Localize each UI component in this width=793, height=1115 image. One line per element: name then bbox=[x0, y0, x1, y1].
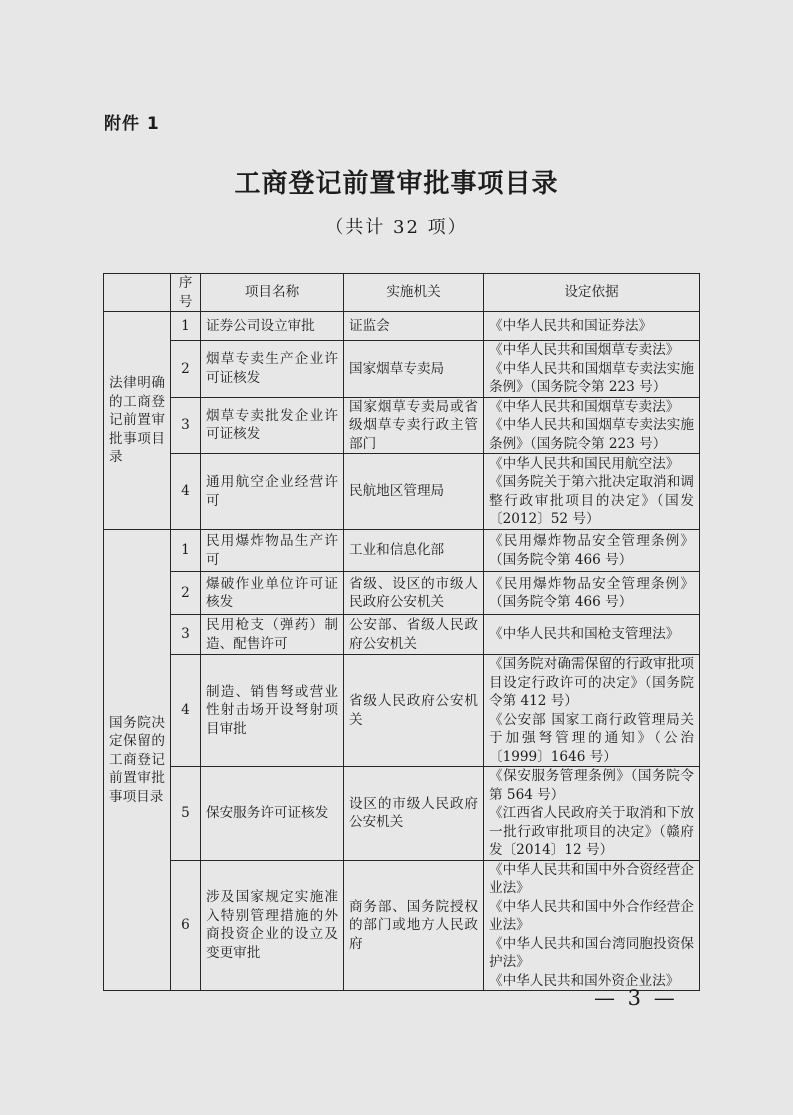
item-name: 民用枪支（弹药）制造、配售许可 bbox=[201, 615, 344, 655]
legal-basis bbox=[484, 655, 700, 767]
basis-reference: 《中华人民共和国烟草专卖法实施条例》（国务院令第 223 号） bbox=[489, 417, 694, 452]
table-row bbox=[104, 572, 700, 615]
implementing-agency: 工业和信息化部 bbox=[344, 530, 484, 572]
item-name: 制造、销售弩或营业性射击场开设弩射项目审批 bbox=[201, 655, 344, 767]
attachment-label: 附件 1 bbox=[104, 114, 160, 134]
item-name: 民用爆炸物品生产许可 bbox=[201, 530, 344, 572]
basis-reference: 《中华人民共和国烟草专卖法》 bbox=[489, 398, 680, 415]
basis-reference: 《中华人民共和国证券法》 bbox=[489, 317, 653, 334]
basis-reference: 《民用爆炸物品安全管理条例》（国务院令第 466 号） bbox=[489, 575, 694, 610]
item-name: 保安服务许可证核发 bbox=[201, 767, 344, 861]
legal-basis bbox=[484, 572, 700, 615]
row-number: 6 bbox=[171, 860, 201, 991]
legal-basis bbox=[484, 767, 700, 861]
row-number: 3 bbox=[171, 397, 201, 454]
row-number: 1 bbox=[171, 530, 201, 572]
row-number: 2 bbox=[171, 572, 201, 615]
implementing-agency: 国家烟草专卖局或省级烟草专卖行政主管部门 bbox=[344, 397, 484, 454]
basis-reference: 《公安部 国家工商行政管理局关于加强弩管理的通知》（公治〔1999〕1646 号） bbox=[489, 711, 694, 765]
row-number: 3 bbox=[171, 615, 201, 655]
legal-basis bbox=[484, 341, 700, 398]
implementing-agency: 设区的市级人民政府公安机关 bbox=[344, 767, 484, 861]
basis-reference: 《国务院对确需保留的行政审批项目设定行政许可的决定》（国务院令第 412 号） bbox=[489, 656, 694, 709]
item-name: 烟草专卖批发企业许可证核发 bbox=[201, 397, 344, 454]
header-item-name: 项目名称 bbox=[201, 274, 344, 312]
legal-basis bbox=[484, 530, 700, 572]
header-category bbox=[104, 274, 171, 312]
legal-basis bbox=[484, 312, 700, 341]
basis-reference: 《中华人民共和国烟草专卖法实施条例》（国务院令第 223 号） bbox=[489, 360, 694, 395]
item-name: 通用航空企业经营许可 bbox=[201, 454, 344, 530]
table-row bbox=[104, 767, 700, 861]
table-row bbox=[104, 615, 700, 655]
table-row bbox=[104, 341, 700, 398]
basis-reference: 《中华人民共和国台湾同胞投资保护法》 bbox=[489, 935, 694, 970]
table-row bbox=[104, 530, 700, 572]
row-number: 1 bbox=[171, 312, 201, 341]
page-number: — 3 — bbox=[594, 986, 678, 1010]
table-row bbox=[104, 312, 700, 341]
legal-basis bbox=[484, 397, 700, 454]
implementing-agency: 商务部、国务院授权的部门或地方人民政府 bbox=[344, 860, 484, 991]
basis-reference: 《中华人民共和国枪支管理法》 bbox=[489, 626, 680, 643]
row-number: 2 bbox=[171, 341, 201, 398]
legal-basis bbox=[484, 860, 700, 991]
item-name: 证券公司设立审批 bbox=[201, 312, 344, 341]
implementing-agency: 省级、设区的市级人民政府公安机关 bbox=[344, 572, 484, 615]
table-row bbox=[104, 860, 700, 991]
group-category: 国务院决定保留的工商登记前置审批事项目录 bbox=[104, 530, 171, 991]
document-title: 工商登记前置审批事项目录 bbox=[234, 169, 559, 199]
implementing-agency: 证监会 bbox=[344, 312, 484, 341]
header-agency: 实施机关 bbox=[344, 274, 484, 312]
item-name: 爆破作业单位许可证核发 bbox=[201, 572, 344, 615]
implementing-agency: 民航地区管理局 bbox=[344, 454, 484, 530]
implementing-agency: 国家烟草专卖局 bbox=[344, 341, 484, 398]
basis-reference: 《民用爆炸物品安全管理条例》（国务院令第 466 号） bbox=[489, 533, 694, 568]
legal-basis bbox=[484, 615, 700, 655]
implementing-agency: 公安部、省级人民政府公安机关 bbox=[344, 615, 484, 655]
table-header-row bbox=[104, 274, 700, 312]
header-legal-basis: 设定依据 bbox=[484, 274, 700, 312]
basis-reference: 《中华人民共和国中外合作经营企业法》 bbox=[489, 898, 694, 933]
item-name: 烟草专卖生产企业许可证核发 bbox=[201, 341, 344, 398]
legal-basis bbox=[484, 454, 700, 530]
basis-reference: 《中华人民共和国外资企业法》 bbox=[489, 972, 680, 989]
row-number: 4 bbox=[171, 655, 201, 767]
table-row bbox=[104, 655, 700, 767]
item-name: 涉及国家规定实施准入特别管理措施的外商投资企业的设立及变更审批 bbox=[201, 860, 344, 991]
basis-reference: 《中华人民共和国民用航空法》 bbox=[489, 455, 680, 472]
implementing-agency: 省级人民政府公安机关 bbox=[344, 655, 484, 767]
basis-reference: 《江西省人民政府关于取消和下放一批行政审批项目的决定》（赣府发〔2014〕12 号） bbox=[489, 805, 694, 858]
row-number: 4 bbox=[171, 454, 201, 530]
group-category: 法律明确的工商登记前置审批事项目录 bbox=[104, 312, 171, 530]
basis-reference: 《中华人民共和国烟草专卖法》 bbox=[489, 342, 680, 358]
header-no: 序号 bbox=[171, 274, 201, 312]
table-row bbox=[104, 454, 700, 530]
item-count-subtitle: （共计 32 项） bbox=[325, 217, 468, 238]
table-row bbox=[104, 397, 700, 454]
basis-reference: 《国务院关于第六批决定取消和调整行政审批项目的决定》（国发〔2012〕52 号） bbox=[489, 474, 694, 527]
catalog-table bbox=[103, 273, 700, 991]
basis-reference: 《保安服务管理条例》（国务院令第 564 号） bbox=[489, 768, 694, 803]
basis-reference: 《中华人民共和国中外合资经营企业法》 bbox=[489, 861, 694, 896]
row-number: 5 bbox=[171, 767, 201, 861]
